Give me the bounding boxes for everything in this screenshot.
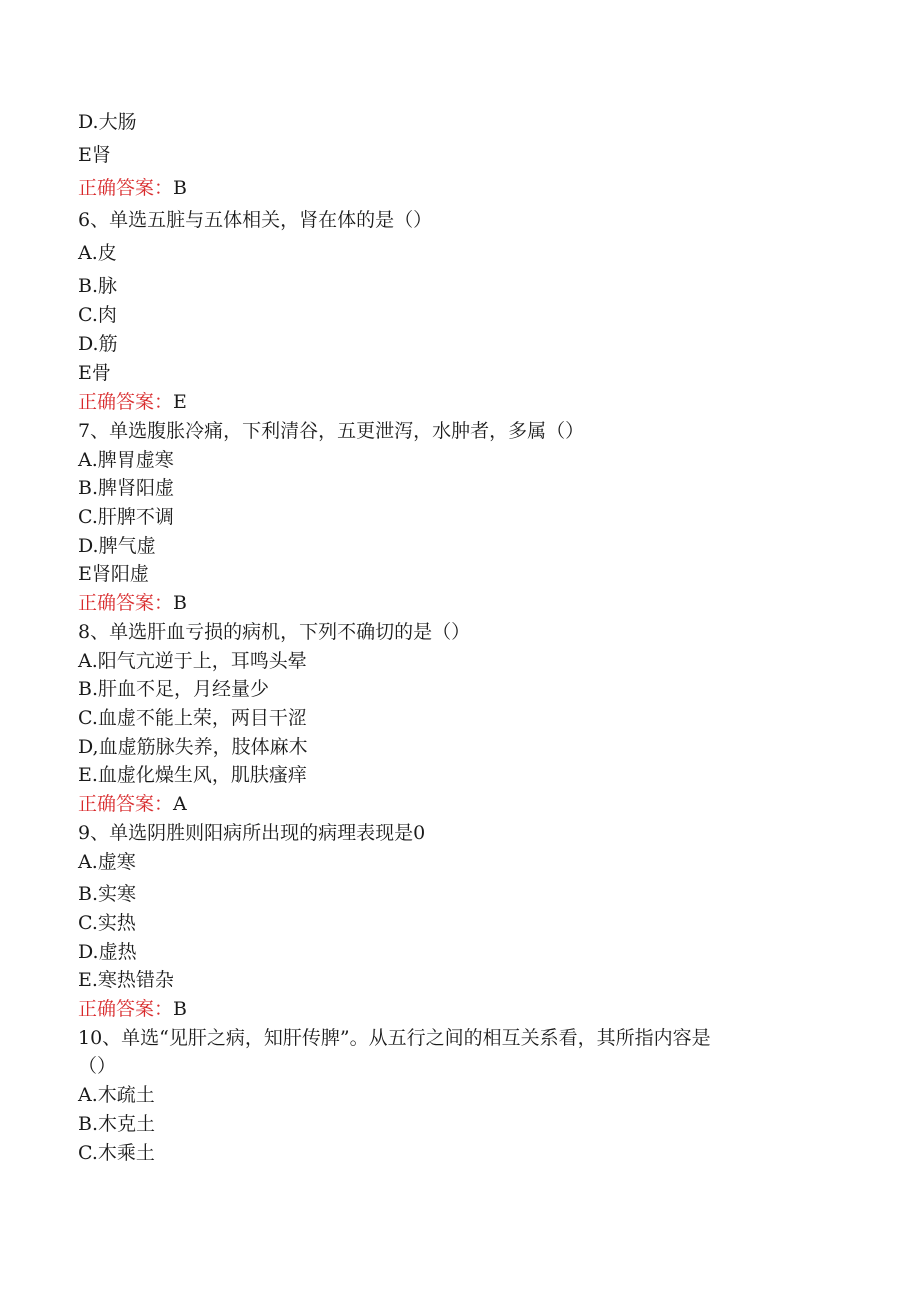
option-a: A.脾胃虚寒 xyxy=(78,449,174,471)
option-d: D.虚热 xyxy=(78,941,137,963)
option-d: D.脾气虚 xyxy=(78,535,156,557)
question-9: 9、单选阴胜则阳病所出现的病理表现是0 xyxy=(78,822,426,844)
answer-label: 正确答案： xyxy=(78,592,174,614)
option-c: C.肝脾不调 xyxy=(78,506,174,528)
option-b: B.肝血不足，月经量少 xyxy=(78,678,270,700)
answer-line xyxy=(78,591,187,615)
option-d: D,血虚筋脉失养，肢体麻木 xyxy=(78,736,308,758)
option-b: B.脾肾阳虚 xyxy=(78,477,175,499)
option-d: D.大肠 xyxy=(78,111,137,133)
answer-label: 正确答案： xyxy=(78,391,174,413)
option-c: C.木乘土 xyxy=(78,1142,155,1164)
answer-line xyxy=(78,792,187,816)
option-e: E肾阳虚 xyxy=(78,563,149,585)
answer-line xyxy=(78,997,187,1021)
question-10: 10、单选“见肝之病，知肝传脾”。从五行之间的相互关系看，其所指内容是 xyxy=(78,1027,711,1049)
option-b: B.脉 xyxy=(78,275,118,297)
answer-line xyxy=(78,390,187,414)
option-a: A.虚寒 xyxy=(78,851,136,873)
option-a: A.阳气亢逆于上，耳鸣头晕 xyxy=(78,650,307,672)
option-d: D.筋 xyxy=(78,333,118,355)
question-6: 6、单选五脏与五体相关，肾在体的是（） xyxy=(78,209,433,231)
answer-label: 正确答案： xyxy=(78,998,174,1020)
answer-value: B xyxy=(173,592,187,614)
option-e: E.血虚化燥生风，肌肤瘙痒 xyxy=(78,764,307,786)
question-8: 8、单选肝血亏损的病机，下列不确切的是（） xyxy=(78,621,471,643)
answer-value: B xyxy=(173,177,187,199)
answer-label: 正确答案： xyxy=(78,177,174,199)
option-e: E.寒热错杂 xyxy=(78,969,174,991)
question-7: 7、单选腹胀冷痛，下利清谷，五更泄泻，水肿者，多属（） xyxy=(78,420,585,442)
option-c: C.肉 xyxy=(78,304,117,326)
option-e: E肾 xyxy=(78,144,111,166)
option-c: C.血虚不能上荣，两目干涩 xyxy=(78,707,307,729)
option-e: E骨 xyxy=(78,362,111,384)
answer-value: B xyxy=(173,998,187,1020)
question-10-paren: （） xyxy=(78,1055,117,1077)
option-a: A.木疏土 xyxy=(78,1084,155,1106)
option-b: B.木克土 xyxy=(78,1113,156,1135)
answer-line xyxy=(78,176,187,200)
option-b: B.实寒 xyxy=(78,883,137,905)
answer-label: 正确答案： xyxy=(78,793,174,815)
option-c: C.实热 xyxy=(78,912,136,934)
answer-value: E xyxy=(173,391,187,413)
option-a: A.皮 xyxy=(78,242,117,264)
answer-value: A xyxy=(173,793,187,815)
